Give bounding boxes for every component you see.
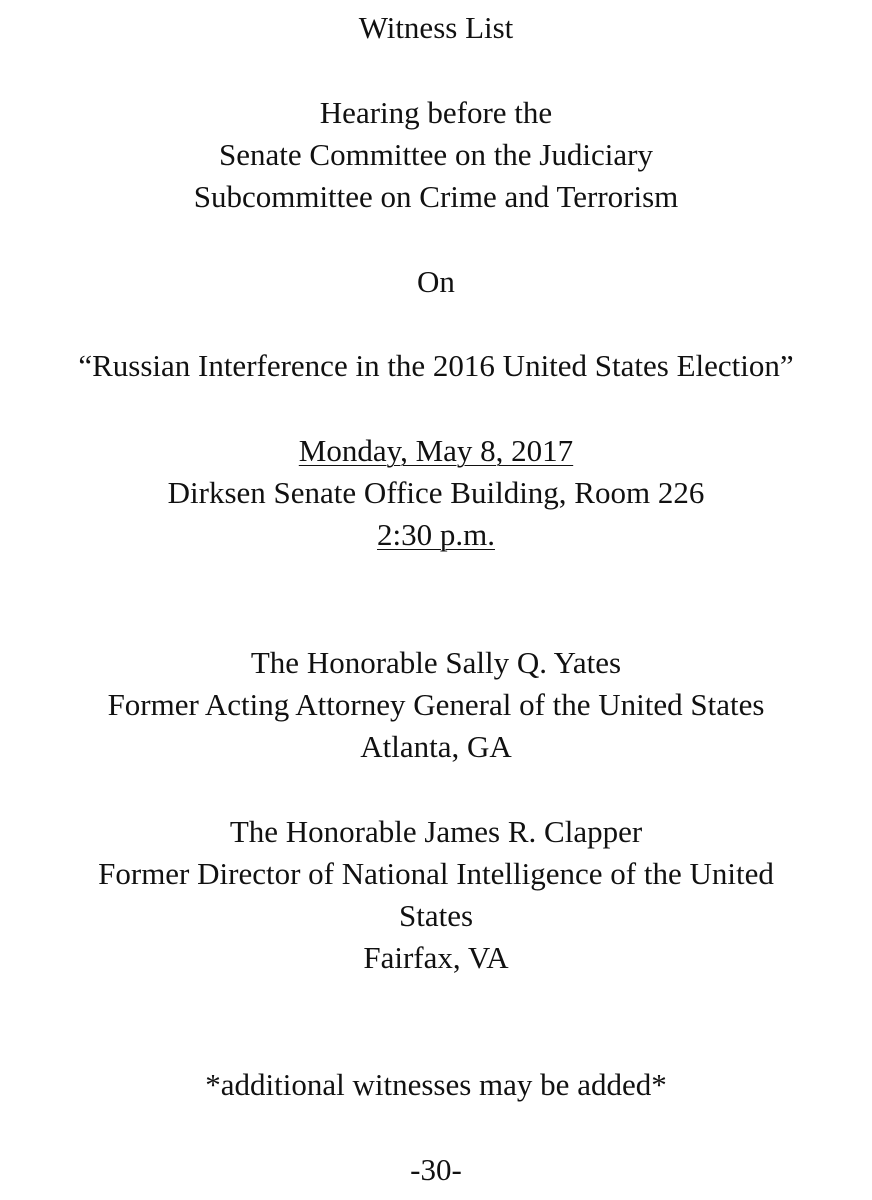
on-label: On: [417, 264, 455, 299]
hearing-location: Dirksen Senate Office Building, Room 226: [167, 475, 705, 510]
witness-1-name: The Honorable Sally Q. Yates: [250, 645, 622, 680]
hearing-topic: “Russian Interference in the 2016 United States Election”: [78, 348, 794, 383]
witness-2-name: The Honorable James R. Clapper: [229, 814, 643, 849]
witness-2-title-line-1: Former Director of National Intelligence of the United: [98, 856, 774, 891]
hearing-time: 2:30 p.m.: [377, 517, 495, 552]
committee-name: Senate Committee on the Judiciary: [219, 137, 653, 172]
subcommittee-name: Subcommittee on Crime and Terrorism: [193, 179, 679, 214]
hearing-time-line: [0, 515, 872, 555]
witness-1-location: Atlanta, GA: [360, 729, 512, 764]
witness-2-title-line-2: States: [398, 898, 474, 933]
hearing-date: Monday, May 8, 2017: [298, 433, 574, 468]
hearing-date-line: [0, 431, 872, 471]
end-marker: -30-: [410, 1152, 462, 1187]
hearing-intro: Hearing before the: [319, 95, 553, 130]
additional-witnesses-note: *additional witnesses may be added*: [205, 1067, 667, 1102]
witness-1-title: Former Acting Attorney General of the United States: [107, 687, 765, 722]
witness-2-location: Fairfax, VA: [363, 940, 509, 975]
document-title: Witness List: [358, 10, 514, 45]
